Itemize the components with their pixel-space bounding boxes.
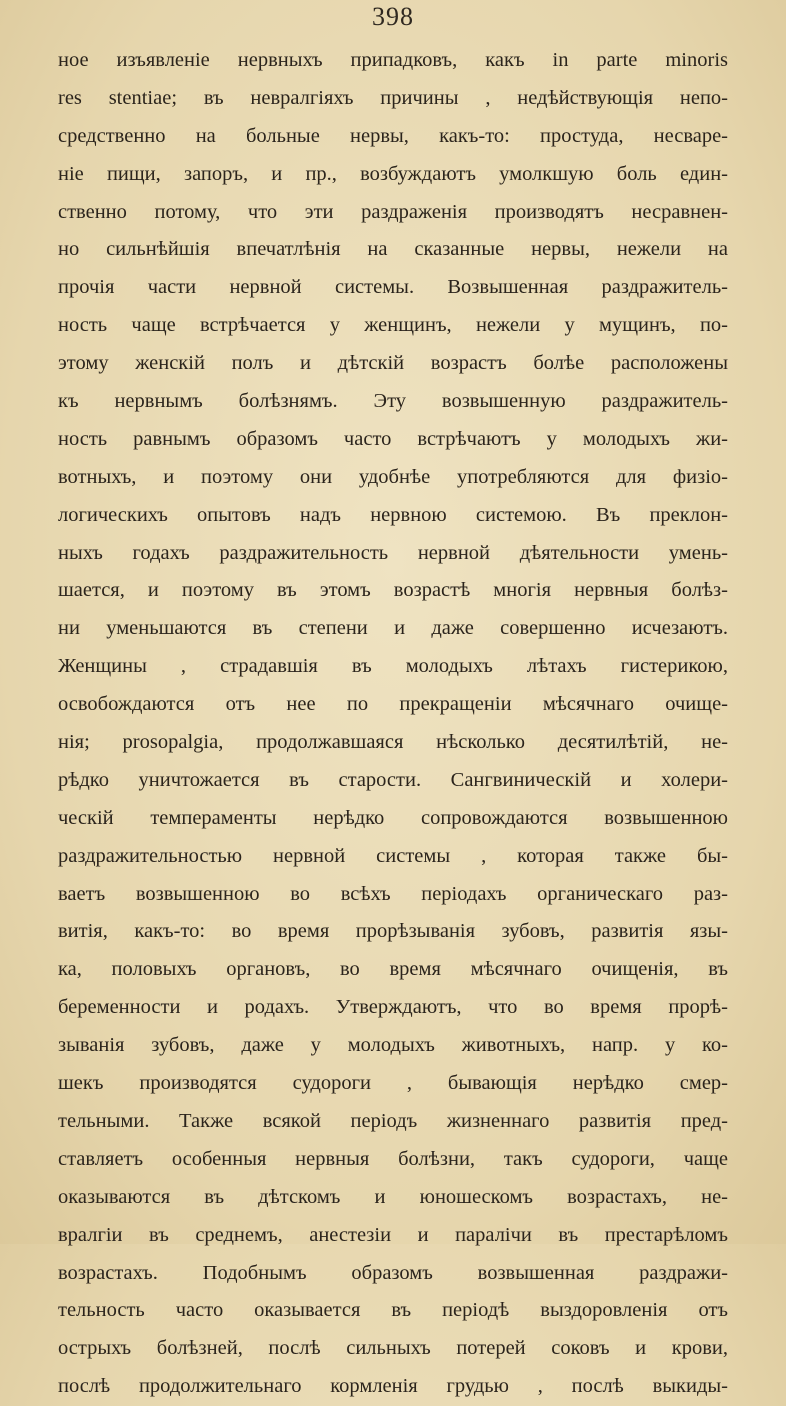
page-number: 398 [372, 2, 414, 31]
text-line: беременности и родахъ. Утверждаютъ, что во время прорѣ- [58, 996, 728, 1019]
text-line: ни уменьшаются въ степени и даже совершенно исчезаютъ. [58, 617, 728, 640]
text-line: но сильнѣйшія впечатлѣнія на сказанные нервы, нежели на [58, 238, 728, 261]
text-line: логическихъ опытовъ надъ нервною системою. Въ преклон- [58, 503, 728, 526]
text-line: ныхъ годахъ раздражительность нервной дѣятельности умень- [58, 541, 728, 564]
text-line: рѣдко уничтожается въ старости. Сангвиническій и холери- [58, 768, 728, 791]
text-line: ка, половыхъ органовъ, во время мѣсячнаго очищенія, въ [58, 958, 728, 981]
text-line: острыхъ болѣзней, послѣ сильныхъ потерей соковъ и крови, [58, 1337, 728, 1360]
text-line: тельность часто оказывается въ періодѣ выздоровленія отъ [58, 1299, 728, 1322]
text-line: вралгіи въ среднемъ, анестезіи и паралічи въ престарѣломъ [58, 1223, 728, 1246]
text-line: раздражительностью нервной системы , которая также бы- [58, 844, 728, 867]
text-line: res stentiae; въ невралгіяхъ причины , недѣйствующія непо- [58, 86, 728, 109]
text-line: ваетъ возвышенною во всѣхъ періодахъ органическаго раз- [58, 882, 728, 905]
text-line: этому женскій полъ и дѣтскій возрастъ болѣе расположены [58, 352, 728, 375]
text-line: витія, какъ-то: во время прорѣзыванія зубовъ, развитія язы- [58, 920, 728, 943]
text-line: тельными. Также всякой періодъ жизненнаго развитія пред- [58, 1109, 728, 1132]
text-line: ніе пищи, запоръ, и пр., возбуждаютъ умолкшую боль един- [58, 162, 728, 185]
text-line: шекъ производятся судороги , бывающія нерѣдко смер- [58, 1072, 728, 1095]
text-line: прочія части нервной системы. Возвышенная раздражитель- [58, 276, 728, 299]
text-line: къ нервнымъ болѣзнямъ. Эту возвышенную раздражитель- [58, 390, 728, 413]
text-line: Женщины , страдавшія въ молодыхъ лѣтахъ гистерикою, [58, 655, 728, 678]
text-line: ность чаще встрѣчается у женщинъ, нежели у мущинъ, по- [58, 314, 728, 337]
text-line: освобождаются отъ нее по прекращеніи мѣсячнаго очище- [58, 693, 728, 716]
text-line: послѣ продолжительнаго кормленія грудью , послѣ выкиды- [58, 1375, 728, 1398]
text-line: нія; prosopalgia, продолжавшаяся нѣсколько десятилѣтій, не- [58, 731, 728, 754]
text-line: шается, и поэтому въ этомъ возрастѣ многія нервныя болѣз- [58, 579, 728, 602]
body-text [58, 42, 728, 1406]
text-line: ность равнымъ образомъ часто встрѣчаютъ у молодыхъ жи- [58, 427, 728, 450]
text-line: вотныхъ, и поэтому они удобнѣе употребляются для физіо- [58, 465, 728, 488]
text-line: ставляетъ особенныя нервныя болѣзни, такъ судороги, чаще [58, 1147, 728, 1170]
text-line: ное изъявленіе нервныхъ припадковъ, какъ in parte minoris [58, 49, 728, 71]
text-line: средственно на больные нервы, какъ-то: простуда, несваре- [58, 124, 728, 147]
text-line: зыванія зубовъ, даже у молодыхъ животныхъ, напр. у ко- [58, 1034, 728, 1057]
text-line: оказываются въ дѣтскомъ и юношескомъ возрастахъ, не- [58, 1185, 728, 1208]
text-line: ческій темпераменты нерѣдко сопровождаются возвышенною [58, 806, 728, 829]
text-line: ственно потому, что эти раздраженія производятъ несравнен- [58, 200, 728, 223]
text-line: возрастахъ. Подобнымъ образомъ возвышенная раздражи- [58, 1261, 728, 1284]
